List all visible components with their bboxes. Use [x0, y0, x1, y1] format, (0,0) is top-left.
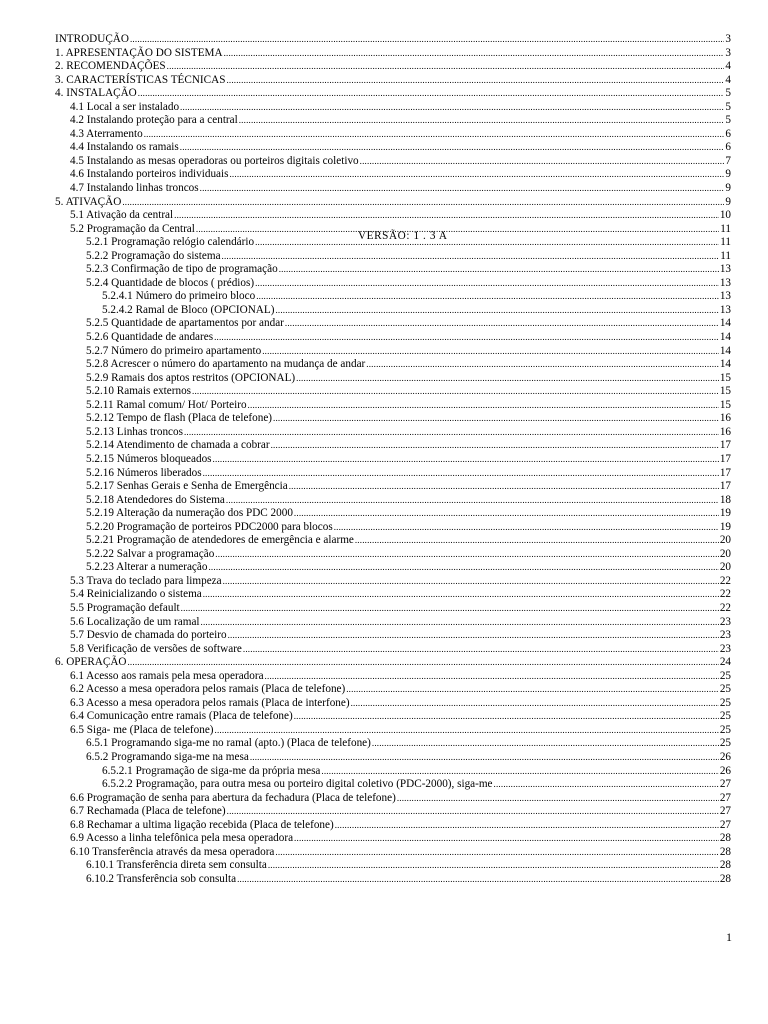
toc-entry-page: 11 [720, 236, 731, 249]
toc-entry-title: 5.2.14 Atendimento de chamada a cobrar [86, 439, 270, 452]
toc-dot-leader [214, 331, 719, 345]
toc-dot-leader [227, 805, 719, 819]
toc-entry-title: 5.2.12 Tempo de flash (Placa de telefone) [86, 412, 273, 425]
toc-entry-page: 15 [719, 398, 731, 411]
toc-entry-page: 26 [719, 764, 731, 777]
toc-entry-page: 4 [725, 60, 731, 73]
toc-entry[interactable] [55, 60, 731, 74]
toc-dot-leader [213, 453, 719, 467]
toc-entry-page: 22 [719, 601, 731, 614]
toc-entry[interactable] [55, 399, 731, 413]
toc-dot-leader [335, 819, 719, 833]
toc-entry-page: 9 [725, 195, 731, 208]
toc-entry-title: 5.2.1 Programação relógio calendário [86, 236, 255, 249]
toc-entry[interactable] [55, 643, 731, 657]
toc-entry[interactable] [55, 290, 731, 304]
toc-entry-title: 5.2.3 Confirmação de tipo de programação [86, 263, 278, 276]
toc-entry-title: 4.3 Aterramento [70, 127, 143, 140]
toc-entry-title: 6.7 Rechamada (Placa de telefone) [70, 805, 226, 818]
toc-dot-leader [223, 575, 719, 589]
toc-entry-title: 4. INSTALAÇÃO [55, 87, 137, 100]
toc-entry[interactable] [55, 832, 731, 846]
toc-entry-page: 18 [719, 493, 731, 506]
toc-entry[interactable] [55, 155, 731, 169]
toc-dot-leader [355, 534, 719, 548]
toc-dot-leader [285, 317, 719, 331]
toc-entry[interactable] [55, 277, 731, 291]
toc-entry-title: 6.4 Comunicação entre ramais (Placa de telefone) [70, 710, 293, 723]
toc-entry-page: 28 [719, 832, 731, 845]
toc-entry-page: 20 [719, 561, 731, 574]
toc-entry-title: 4.5 Instalando as mesas operadoras ou porteiros digitais coletivo [70, 154, 359, 167]
toc-entry[interactable] [55, 656, 731, 670]
toc-entry-title: 6.10 Transferência através da mesa operadora [70, 845, 275, 858]
toc-dot-leader [366, 358, 719, 372]
toc-dot-leader [196, 223, 719, 237]
table-of-contents [55, 33, 731, 886]
toc-entry-page: 23 [719, 615, 731, 628]
toc-entry[interactable] [55, 819, 731, 833]
toc-entry-page: 9 [725, 168, 731, 181]
toc-entry[interactable] [55, 521, 731, 535]
toc-dot-leader [268, 859, 719, 873]
toc-entry-page: 6 [725, 141, 731, 154]
toc-entry[interactable] [55, 724, 731, 738]
toc-entry[interactable] [55, 480, 731, 494]
toc-entry-title: 6.6 Programação de senha para abertura da fechadura (Placa de telefone) [70, 791, 396, 804]
toc-entry-title: 4.2 Instalando proteção para a central [70, 114, 238, 127]
toc-dot-leader [321, 765, 718, 779]
toc-dot-leader [200, 182, 725, 196]
toc-entry-page: 27 [719, 818, 731, 831]
toc-dot-leader [215, 724, 719, 738]
toc-entry[interactable] [55, 47, 731, 61]
toc-dot-leader [144, 128, 725, 142]
toc-dot-leader [226, 494, 719, 508]
toc-dot-leader [250, 751, 719, 765]
toc-entry-title: 5.2.8 Acrescer o número do apartamento na mudança de andar [86, 358, 366, 371]
toc-entry[interactable] [55, 792, 731, 806]
toc-entry-title: 5.2.17 Senhas Gerais e Senha de Emergência [86, 480, 288, 493]
toc-dot-leader [181, 602, 719, 616]
toc-entry[interactable] [55, 453, 731, 467]
toc-entry[interactable] [55, 602, 731, 616]
toc-entry-title: 6.1 Acesso aos ramais pela mesa operadora [70, 669, 264, 682]
toc-entry-title: 6.10.2 Transferência sob consulta [86, 872, 237, 885]
toc-entry[interactable] [55, 33, 731, 47]
toc-entry[interactable] [55, 358, 731, 372]
toc-entry-page: 5 [725, 87, 731, 100]
toc-dot-leader [226, 74, 724, 88]
toc-dot-leader [273, 412, 719, 426]
toc-dot-leader [334, 521, 719, 535]
toc-entry-title: 6.3 Acesso a mesa operadora pelos ramais (Placa de interfone) [70, 696, 350, 709]
toc-entry-title: 5.2.22 Salvar a programação [86, 547, 215, 560]
toc-dot-leader [255, 236, 719, 250]
toc-entry-title: 3. CARACTERÍSTICAS TÉCNICAS [55, 73, 226, 86]
toc-entry-title: 5.2.13 Linhas troncos [86, 425, 183, 438]
toc-entry-page: 25 [719, 669, 731, 682]
toc-entry-page: 10 [719, 209, 731, 222]
toc-entry-title: 4.7 Instalando linhas troncos [70, 182, 199, 195]
toc-entry-title: 5.2.23 Alterar a numeração [86, 561, 208, 574]
toc-dot-leader [224, 47, 725, 61]
toc-dot-leader [180, 141, 725, 155]
toc-dot-leader [243, 643, 719, 657]
toc-entry-title: 6.10.1 Transferência direta sem consulta [86, 859, 267, 872]
toc-dot-leader [360, 155, 725, 169]
toc-entry-page: 13 [719, 263, 731, 276]
toc-entry[interactable] [55, 168, 731, 182]
toc-entry-title: 5.2.2 Programação do sistema [86, 249, 221, 262]
toc-dot-leader [239, 114, 725, 128]
toc-entry[interactable] [55, 670, 731, 684]
toc-entry-page: 22 [719, 588, 731, 601]
toc-entry[interactable] [55, 561, 731, 575]
toc-entry-page: 17 [719, 466, 731, 479]
toc-entry[interactable] [55, 805, 731, 819]
toc-dot-leader [372, 737, 719, 751]
toc-dot-leader [351, 697, 719, 711]
toc-entry-page: 25 [719, 723, 731, 736]
toc-entry[interactable] [55, 114, 731, 128]
toc-dot-leader [237, 873, 719, 887]
toc-entry-title: 5.2.4 Quantidade de blocos ( prédios) [86, 276, 255, 289]
toc-entry-title: 5.5 Programação default [70, 601, 180, 614]
toc-entry-page: 16 [719, 412, 731, 425]
toc-entry-page: 26 [719, 750, 731, 763]
toc-entry-title: 6.5.2.2 Programação, para outra mesa ou porteiro digital coletivo (PDC-2000), siga-me [102, 778, 493, 791]
toc-dot-leader [296, 372, 719, 386]
toc-entry[interactable] [55, 494, 731, 508]
toc-entry-page: 15 [719, 371, 731, 384]
toc-entry-title: 5.3 Trava do teclado para limpeza [70, 574, 222, 587]
page-number: 1 [726, 930, 732, 944]
toc-entry-page: 3 [725, 46, 731, 59]
toc-entry-page: 17 [719, 452, 731, 465]
toc-entry-page: 4 [725, 73, 731, 86]
toc-entry[interactable] [55, 304, 731, 318]
toc-entry-page: 17 [719, 480, 731, 493]
toc-dot-leader [184, 426, 719, 440]
toc-entry-page: 27 [719, 778, 731, 791]
toc-entry-page: 24 [719, 656, 731, 669]
toc-entry-title: 5.2.7 Número do primeiro apartamento [86, 344, 262, 357]
toc-entry-title: 5.2.4.1 Número do primeiro bloco [102, 290, 256, 303]
toc-entry-page: 16 [719, 425, 731, 438]
toc-entry-page: 15 [719, 385, 731, 398]
toc-entry-title: 5.2.19 Alteração da numeração dos PDC 2000 [86, 507, 293, 520]
toc-entry-page: 13 [719, 290, 731, 303]
toc-entry-title: 6.5.2.1 Programação de siga-me da própria mesa [102, 764, 321, 777]
toc-dot-leader [201, 616, 719, 630]
toc-entry-title: 5.7 Desvio de chamada do porteiro [70, 629, 227, 642]
toc-entry-page: 5 [725, 114, 731, 127]
toc-dot-leader [208, 561, 718, 575]
toc-entry[interactable] [55, 548, 731, 562]
toc-entry-title: 5.8 Verificação de versões de software [70, 642, 242, 655]
toc-entry-page: 27 [719, 791, 731, 804]
toc-dot-leader [222, 250, 720, 264]
toc-dot-leader [138, 87, 725, 101]
toc-entry-title: 5.2.9 Ramais dos aptos restritos (OPCIONAL) [86, 371, 296, 384]
toc-entry-title: 5.2.4.2 Ramal de Bloco (OPCIONAL) [102, 303, 275, 316]
toc-entry-page: 27 [719, 805, 731, 818]
toc-entry[interactable] [55, 331, 731, 345]
toc-dot-leader [346, 683, 719, 697]
toc-entry-page: 23 [719, 629, 731, 642]
toc-entry-page: 19 [719, 507, 731, 520]
toc-entry[interactable] [55, 101, 731, 115]
toc-dot-leader [397, 792, 719, 806]
toc-entry[interactable] [55, 697, 731, 711]
toc-dot-leader [203, 467, 719, 481]
toc-entry[interactable] [55, 846, 731, 860]
toc-dot-leader [289, 480, 719, 494]
toc-entry-page: 28 [719, 859, 731, 872]
toc-entry-page: 25 [719, 737, 731, 750]
toc-entry-title: 5.2.6 Quantidade de andares [86, 331, 214, 344]
toc-entry-page: 11 [720, 222, 731, 235]
toc-dot-leader [294, 832, 719, 846]
toc-entry[interactable] [55, 345, 731, 359]
toc-entry-page: 17 [719, 439, 731, 452]
toc-entry-title: 5.2.20 Programação de porteiros PDC2000 para blocos [86, 520, 333, 533]
toc-entry-title: 5.6 Localização de um ramal [70, 615, 200, 628]
toc-entry[interactable] [55, 426, 731, 440]
toc-dot-leader [122, 196, 724, 210]
toc-entry[interactable] [55, 209, 731, 223]
toc-dot-leader [294, 507, 719, 521]
toc-dot-leader [248, 399, 719, 413]
toc-dot-leader [271, 439, 719, 453]
toc-entry-title: 1. APRESENTAÇÃO DO SISTEMA [55, 46, 223, 59]
toc-dot-leader [279, 263, 719, 277]
toc-entry-page: 3 [725, 33, 731, 45]
toc-entry-title: 5.2.15 Números bloqueados [86, 452, 212, 465]
toc-entry-title: 6.8 Rechamar a ultima ligação recebida (Placa de telefone) [70, 818, 334, 831]
toc-dot-leader [127, 656, 718, 670]
toc-dot-leader [228, 629, 719, 643]
toc-entry-title: 4.1 Local a ser instalado [70, 100, 180, 113]
toc-entry[interactable] [55, 575, 731, 589]
toc-entry-page: 14 [719, 358, 731, 371]
toc-entry[interactable] [55, 507, 731, 521]
toc-entry[interactable] [55, 751, 731, 765]
toc-entry[interactable] [55, 128, 731, 142]
toc-dot-leader [275, 304, 718, 318]
toc-entry-page: 11 [720, 249, 731, 262]
toc-dot-leader [294, 710, 719, 724]
toc-dot-leader [180, 101, 724, 115]
toc-entry-title: 5.1 Ativação da central [70, 209, 174, 222]
toc-entry[interactable] [55, 250, 731, 264]
toc-entry-title: 5.2.16 Números liberados [86, 466, 202, 479]
toc-entry-title: 5.2.18 Atendedores do Sistema [86, 493, 225, 506]
toc-entry[interactable] [55, 467, 731, 481]
toc-entry[interactable] [55, 317, 731, 331]
toc-entry[interactable] [55, 683, 731, 697]
toc-entry[interactable] [55, 385, 731, 399]
toc-entry[interactable] [55, 873, 731, 887]
toc-entry[interactable] [55, 87, 731, 101]
toc-dot-leader [265, 670, 719, 684]
toc-entry-title: 2. RECOMENDAÇÕES [55, 60, 166, 73]
toc-dot-leader [203, 588, 719, 602]
toc-entry-title: 6. OPERAÇÃO [55, 656, 127, 669]
toc-entry[interactable] [55, 196, 731, 210]
toc-entry[interactable] [55, 412, 731, 426]
toc-entry-title: 5.2 Programação da Central [70, 222, 195, 235]
toc-dot-leader [275, 846, 718, 860]
toc-entry-page: 22 [719, 574, 731, 587]
toc-entry-page: 20 [719, 547, 731, 560]
toc-dot-leader [192, 385, 719, 399]
toc-entry-title: 6.5 Siga- me (Placa de telefone) [70, 723, 214, 736]
toc-entry-page: 28 [719, 845, 731, 858]
toc-entry[interactable] [55, 859, 731, 873]
toc-entry-title: 4.4 Instalando os ramais [70, 141, 179, 154]
toc-entry-title: 6.5.2 Programando siga-me na mesa [86, 750, 249, 763]
toc-entry-page: 5 [725, 100, 731, 113]
toc-entry-page: 6 [725, 127, 731, 140]
toc-entry-page: 28 [719, 872, 731, 885]
toc-dot-leader [130, 33, 724, 47]
toc-entry-page: 25 [719, 696, 731, 709]
version-note: VERSÃO: 1 . 3 A [358, 230, 448, 242]
toc-entry[interactable] [55, 74, 731, 88]
toc-entry[interactable] [55, 372, 731, 386]
toc-entry[interactable] [55, 710, 731, 724]
toc-entry[interactable] [55, 629, 731, 643]
toc-dot-leader [256, 290, 719, 304]
toc-entry-title: 6.9 Acesso a linha telefônica pela mesa operadora [70, 832, 294, 845]
toc-entry[interactable] [55, 439, 731, 453]
toc-dot-leader [229, 168, 724, 182]
toc-dot-leader [174, 209, 719, 223]
toc-entry-title: 5.2.21 Programação de atendedores de emergência e alarme [86, 534, 354, 547]
toc-dot-leader [167, 60, 725, 74]
toc-entry-page: 13 [719, 276, 731, 289]
toc-entry[interactable] [55, 616, 731, 630]
toc-entry-page: 14 [719, 317, 731, 330]
toc-entry-title: 6.2 Acesso a mesa operadora pelos ramais (Placa de telefone) [70, 683, 346, 696]
toc-entry[interactable] [55, 182, 731, 196]
toc-dot-leader [494, 778, 719, 792]
toc-entry-title: 5.2.11 Ramal comum/ Hot/ Porteiro [86, 398, 247, 411]
toc-entry-title: 6.5.1 Programando siga-me no ramal (apto.) (Placa de telefone) [86, 737, 371, 750]
toc-entry[interactable] [55, 765, 731, 779]
toc-entry-title: INTRODUÇÃO [55, 33, 129, 45]
toc-entry-title: 4.6 Instalando porteiros individuais [70, 168, 229, 181]
toc-entry[interactable] [55, 737, 731, 751]
toc-dot-leader [262, 345, 719, 359]
toc-dot-leader [255, 277, 719, 291]
toc-entry-page: 23 [719, 642, 731, 655]
toc-dot-leader [215, 548, 719, 562]
toc-entry-title: 5. ATIVAÇÃO [55, 195, 122, 208]
toc-entry-page: 19 [719, 520, 731, 533]
toc-entry-title: 5.2.5 Quantidade de apartamentos por andar [86, 317, 284, 330]
toc-entry[interactable] [55, 534, 731, 548]
toc-entry-page: 14 [719, 344, 731, 357]
toc-entry-page: 25 [719, 710, 731, 723]
toc-entry[interactable] [55, 778, 731, 792]
toc-entry-page: 13 [719, 303, 731, 316]
toc-entry-page: 14 [719, 331, 731, 344]
toc-entry[interactable] [55, 141, 731, 155]
toc-entry[interactable] [55, 263, 731, 277]
toc-entry-page: 25 [719, 683, 731, 696]
toc-entry[interactable] [55, 588, 731, 602]
toc-entry-page: 9 [725, 182, 731, 195]
toc-entry-title: 5.4 Reinicializando o sistema [70, 588, 202, 601]
toc-entry-page: 20 [719, 534, 731, 547]
toc-entry-page: 7 [725, 154, 731, 167]
toc-entry-title: 5.2.10 Ramais externos [86, 385, 192, 398]
